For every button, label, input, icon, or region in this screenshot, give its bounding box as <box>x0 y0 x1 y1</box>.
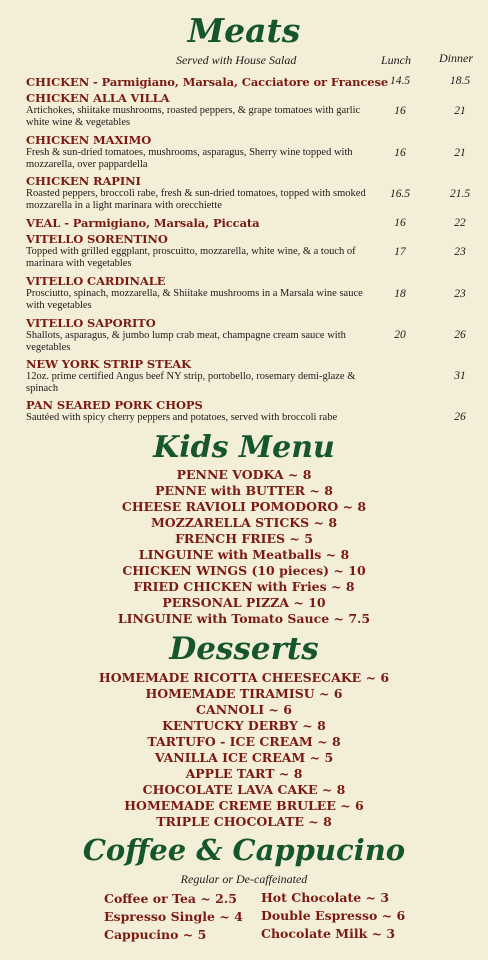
kids-menu-list <box>0 467 488 627</box>
lunch-price: 16.5 <box>389 188 411 200</box>
dinner-price: 26 <box>454 329 466 341</box>
item-description: Artichokes, shiitake mushrooms, roasted peppers, & grape tomatoes with garlic white wine & vegetables <box>26 105 361 128</box>
item-name: VITELLO SORENTINO <box>26 232 168 246</box>
list-item: PERSONAL PIZZA ~ 10 <box>162 595 326 610</box>
list-item: Espresso Single ~ 4 <box>104 909 243 924</box>
list-item: Hot Chocolate ~ 3 <box>261 890 390 905</box>
item-description: 12oz. prime certified Angus beef NY strip, portobello, rosemary demi-glaze & spinach <box>26 371 356 394</box>
list-item: TRIPLE CHOCOLATE ~ 8 <box>156 814 332 829</box>
item-name: CHICKEN MAXIMO <box>26 133 152 147</box>
list-item: LINGUINE with Tomato Sauce ~ 7.5 <box>117 611 371 626</box>
menu-item <box>26 357 478 395</box>
lunch-price: 16 <box>394 105 406 117</box>
dinner-price: 21 <box>454 105 466 117</box>
meats-title: Meats <box>187 11 301 50</box>
dinner-price: 26 <box>454 411 466 423</box>
list-item: FRENCH FRIES ~ 5 <box>175 531 313 546</box>
item-name: CHICKEN RAPINI <box>26 174 141 188</box>
dinner-price: 21.5 <box>449 188 471 200</box>
lunch-price: 18 <box>394 288 406 300</box>
dinner-price: 23 <box>454 246 466 258</box>
item-description: Roasted peppers, broccoli rabe, fresh & sun-dried tomatoes, topped with smoked mozzarella in a light marinara with orecchiette <box>26 188 366 211</box>
list-item: APPLE TART ~ 8 <box>185 766 303 781</box>
item-name: VITELLO SAPORITO <box>26 316 156 330</box>
menu-item <box>26 398 478 424</box>
desserts-title: Desserts <box>169 631 319 667</box>
list-item: VANILLA ICE CREAM ~ 5 <box>154 750 334 765</box>
list-item: Double Espresso ~ 6 <box>261 908 406 923</box>
lunch-column-header: Lunch <box>381 53 411 67</box>
desserts-list <box>0 670 488 830</box>
list-item: FRIED CHICKEN with Fries ~ 8 <box>133 579 355 594</box>
list-item: MOZZARELLA STICKS ~ 8 <box>150 515 338 530</box>
meats-subtitle: Served with House Salad <box>176 53 297 67</box>
dinner-column-header: Dinner <box>439 51 473 65</box>
list-item: CHOCOLATE LAVA CAKE ~ 8 <box>142 782 346 797</box>
dinner-price: 21 <box>454 147 466 159</box>
list-item: HOMEMADE TIRAMISU ~ 6 <box>145 686 343 701</box>
list-item: HOMEMADE RICOTTA CHEESECAKE ~ 6 <box>98 670 390 685</box>
item-description: Topped with grilled eggplant, proscuitto, mozzarella, white wine, & a touch of marinara with vegetables <box>26 246 356 269</box>
lunch-price: 17 <box>394 246 406 258</box>
item-description: Prosciutto, spinach, mozzarella, & Shiitake mushrooms in a Marsala wine sauce with vegetables <box>26 288 363 311</box>
dinner-price: 23 <box>454 288 466 300</box>
list-item: Chocolate Milk ~ 3 <box>261 926 396 941</box>
coffee-list-left <box>104 890 243 944</box>
list-item: CHEESE RAVIOLI POMODORO ~ 8 <box>121 499 367 514</box>
list-item: KENTUCKY DERBY ~ 8 <box>162 718 326 733</box>
lunch-price: 20 <box>394 329 406 341</box>
item-description: Fresh & sun-dried tomatoes, mushrooms, asparagus, Sherry wine topped with mozzarella, over pappardella <box>26 147 353 170</box>
coffee-list-right <box>261 889 405 943</box>
list-item: HOMEMADE CREME BRULEE ~ 6 <box>124 798 364 813</box>
list-item: CHICKEN WINGS (10 pieces) ~ 10 <box>122 563 366 578</box>
lunch-price: 14.5 <box>389 75 411 87</box>
dinner-price: 18.5 <box>449 75 471 87</box>
list-item: TARTUFO - ICE CREAM ~ 8 <box>147 734 341 749</box>
item-description: Shallots, asparagus, & jumbo lump crab meat, champagne cream sauce with vegetables <box>26 330 346 353</box>
lunch-price: 16 <box>394 217 406 229</box>
list-item: PENNE VODKA ~ 8 <box>176 467 312 482</box>
list-item: CANNOLI ~ 6 <box>196 702 292 717</box>
item-description: Sautéed with spicy cherry peppers and potatoes, served with broccoli rabe <box>26 412 338 423</box>
dinner-price: 31 <box>454 370 466 382</box>
dinner-price: 22 <box>454 217 466 229</box>
kids-menu-title: Kids Menu <box>153 430 335 465</box>
list-item: Coffee or Tea ~ 2.5 <box>104 891 237 906</box>
item-name: PAN SEARED PORK CHOPS <box>26 398 203 412</box>
coffee-subtitle: Regular or De-caffeinated <box>180 872 308 886</box>
list-item: PENNE with BUTTER ~ 8 <box>155 483 333 498</box>
list-item: Cappucino ~ 5 <box>104 927 207 942</box>
item-name: CHICKEN - Parmigiano, Marsala, Cacciatore or Francese <box>26 75 389 89</box>
lunch-price: 16 <box>394 147 406 159</box>
item-name: NEW YORK STRIP STEAK <box>26 357 191 371</box>
coffee-title: Coffee & Cappucino <box>82 833 406 867</box>
list-item: LINGUINE with Meatballs ~ 8 <box>138 547 350 562</box>
item-name: CHICKEN ALLA VILLA <box>26 91 170 105</box>
item-name: VEAL - Parmigiano, Marsala, Piccata <box>26 216 260 230</box>
item-name: VITELLO CARDINALE <box>26 274 166 288</box>
